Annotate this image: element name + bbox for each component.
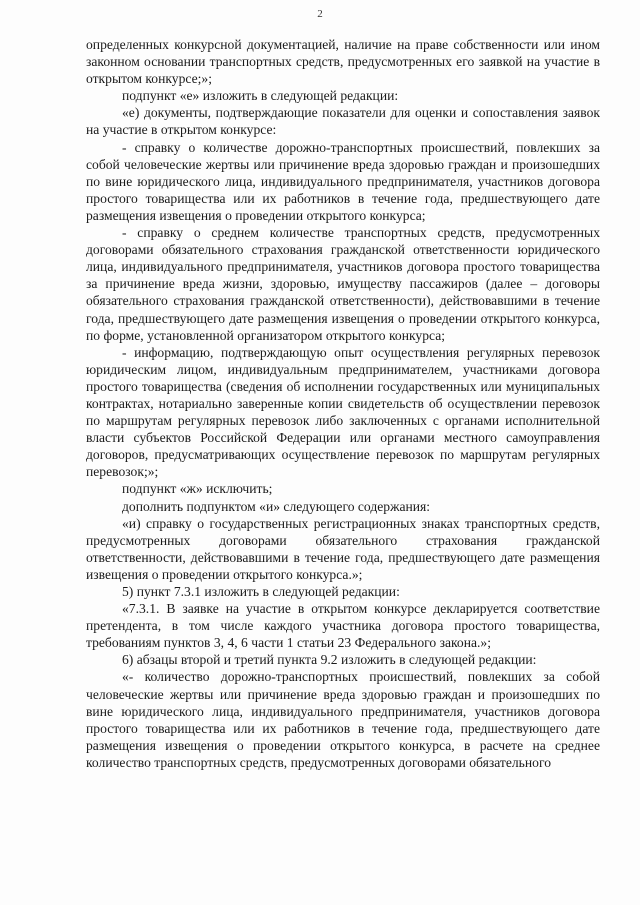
paragraph-item-5: 5) пункт 7.3.1 изложить в следующей редакции: xyxy=(122,584,400,599)
paragraph-subitem-zh: подпункт «ж» исключить; xyxy=(122,481,273,497)
paragraph-accidents-certificate: - справку о количестве дорожно-транспортных происшествий, повлекших за собой человеческие жертвы или причинение вреда здоровью граждан и произошедших по вине юридического лица, индивидуального предпринимателя, участников договора простого товарищества или их работников в течение года, предшествующего дате размещения извещения о проведении открытого конкурса; xyxy=(86,139,600,223)
page-number: 2 xyxy=(317,8,323,20)
document-body xyxy=(86,36,600,771)
paragraph-item-6: 6) абзацы второй и третий пункта 9.2 изложить в следующей редакции: xyxy=(122,652,537,668)
paragraph-subitem-e-intro: подпункт «е» изложить в следующей редакции: xyxy=(122,88,399,104)
paragraph-7-3-1: «7.3.1. В заявке на участие в открытом конкурсе декларируется соответствие претендента, в том числе каждого участника договора простого товарищества, требованиям пунктов 3, 4, 6 части 1 статьи 23 Федерального закона.»; xyxy=(86,601,600,651)
paragraph-subitem-e: «е) документы, подтверждающие показатели для оценки и сопоставления заявок на участие в открытом конкурсе: xyxy=(86,105,600,138)
paragraph-vehicles-certificate: - справку о среднем количестве транспортных средств, предусмотренных договорами обязательного страхования гражданской ответственности юридического лица, индивидуального предпринимателя, участников договора простого товарищества за причинение вреда жизни, здоровью, имуществу пассажиров (далее – договоры обязательного страхования гражданской ответственности), действовавшими в течение года, предшествующего дате размещения извещения о проведении открытого конкурса, по форме, установленной организатором открытого конкурса; xyxy=(86,225,600,343)
paragraph-subitem-i: «и) справку о государственных регистрационных знаках транспортных средств, предусмотренных договорами обязательного страхования гражданской ответственности, действовавшими в течение года, предшествующего дате размещения извещения о проведении открытого конкурса.»; xyxy=(86,515,600,582)
paragraph-continuation: определенных конкурсной документацией, наличие на праве собственности или ином законном основании транспортных средств, предусмотренных его заявкой на участие в открытом конкурсе;»; xyxy=(86,37,600,87)
paragraph-accidents-count: «- количество дорожно-транспортных происшествий, повлекших за собой человеческие жертвы или причинение вреда здоровью граждан и произошедших по вине юридического лица, индивидуального предпринимателя, участников договора простого товарищества или их работников в течение года, предшествующего дате размещения извещения о проведении открытого конкурса, в расчете на среднее количество транспортных средств, предусмотренных договорами обязательного xyxy=(86,669,600,770)
paragraph-experience-info: - информацию, подтверждающую опыт осуществления регулярных перевозок юридическим лицом, индивидуальным предпринимателем, участниками договора простого товарищества (сведения об исполнении государственных или муниципальных контрактах, нотариально заверенные копии свидетельств об осуществлении перевозок по маршрутам регулярных перевозок либо заключенных с органами исполнительной власти субъектов Российской Федерации или органами местного самоуправления договоров, предусматривающих осуществление перевозок по маршрутам регулярных перевозок;»; xyxy=(86,344,600,480)
paragraph-add-subitem-i: дополнить подпунктом «и» следующего содержания: xyxy=(122,498,431,514)
